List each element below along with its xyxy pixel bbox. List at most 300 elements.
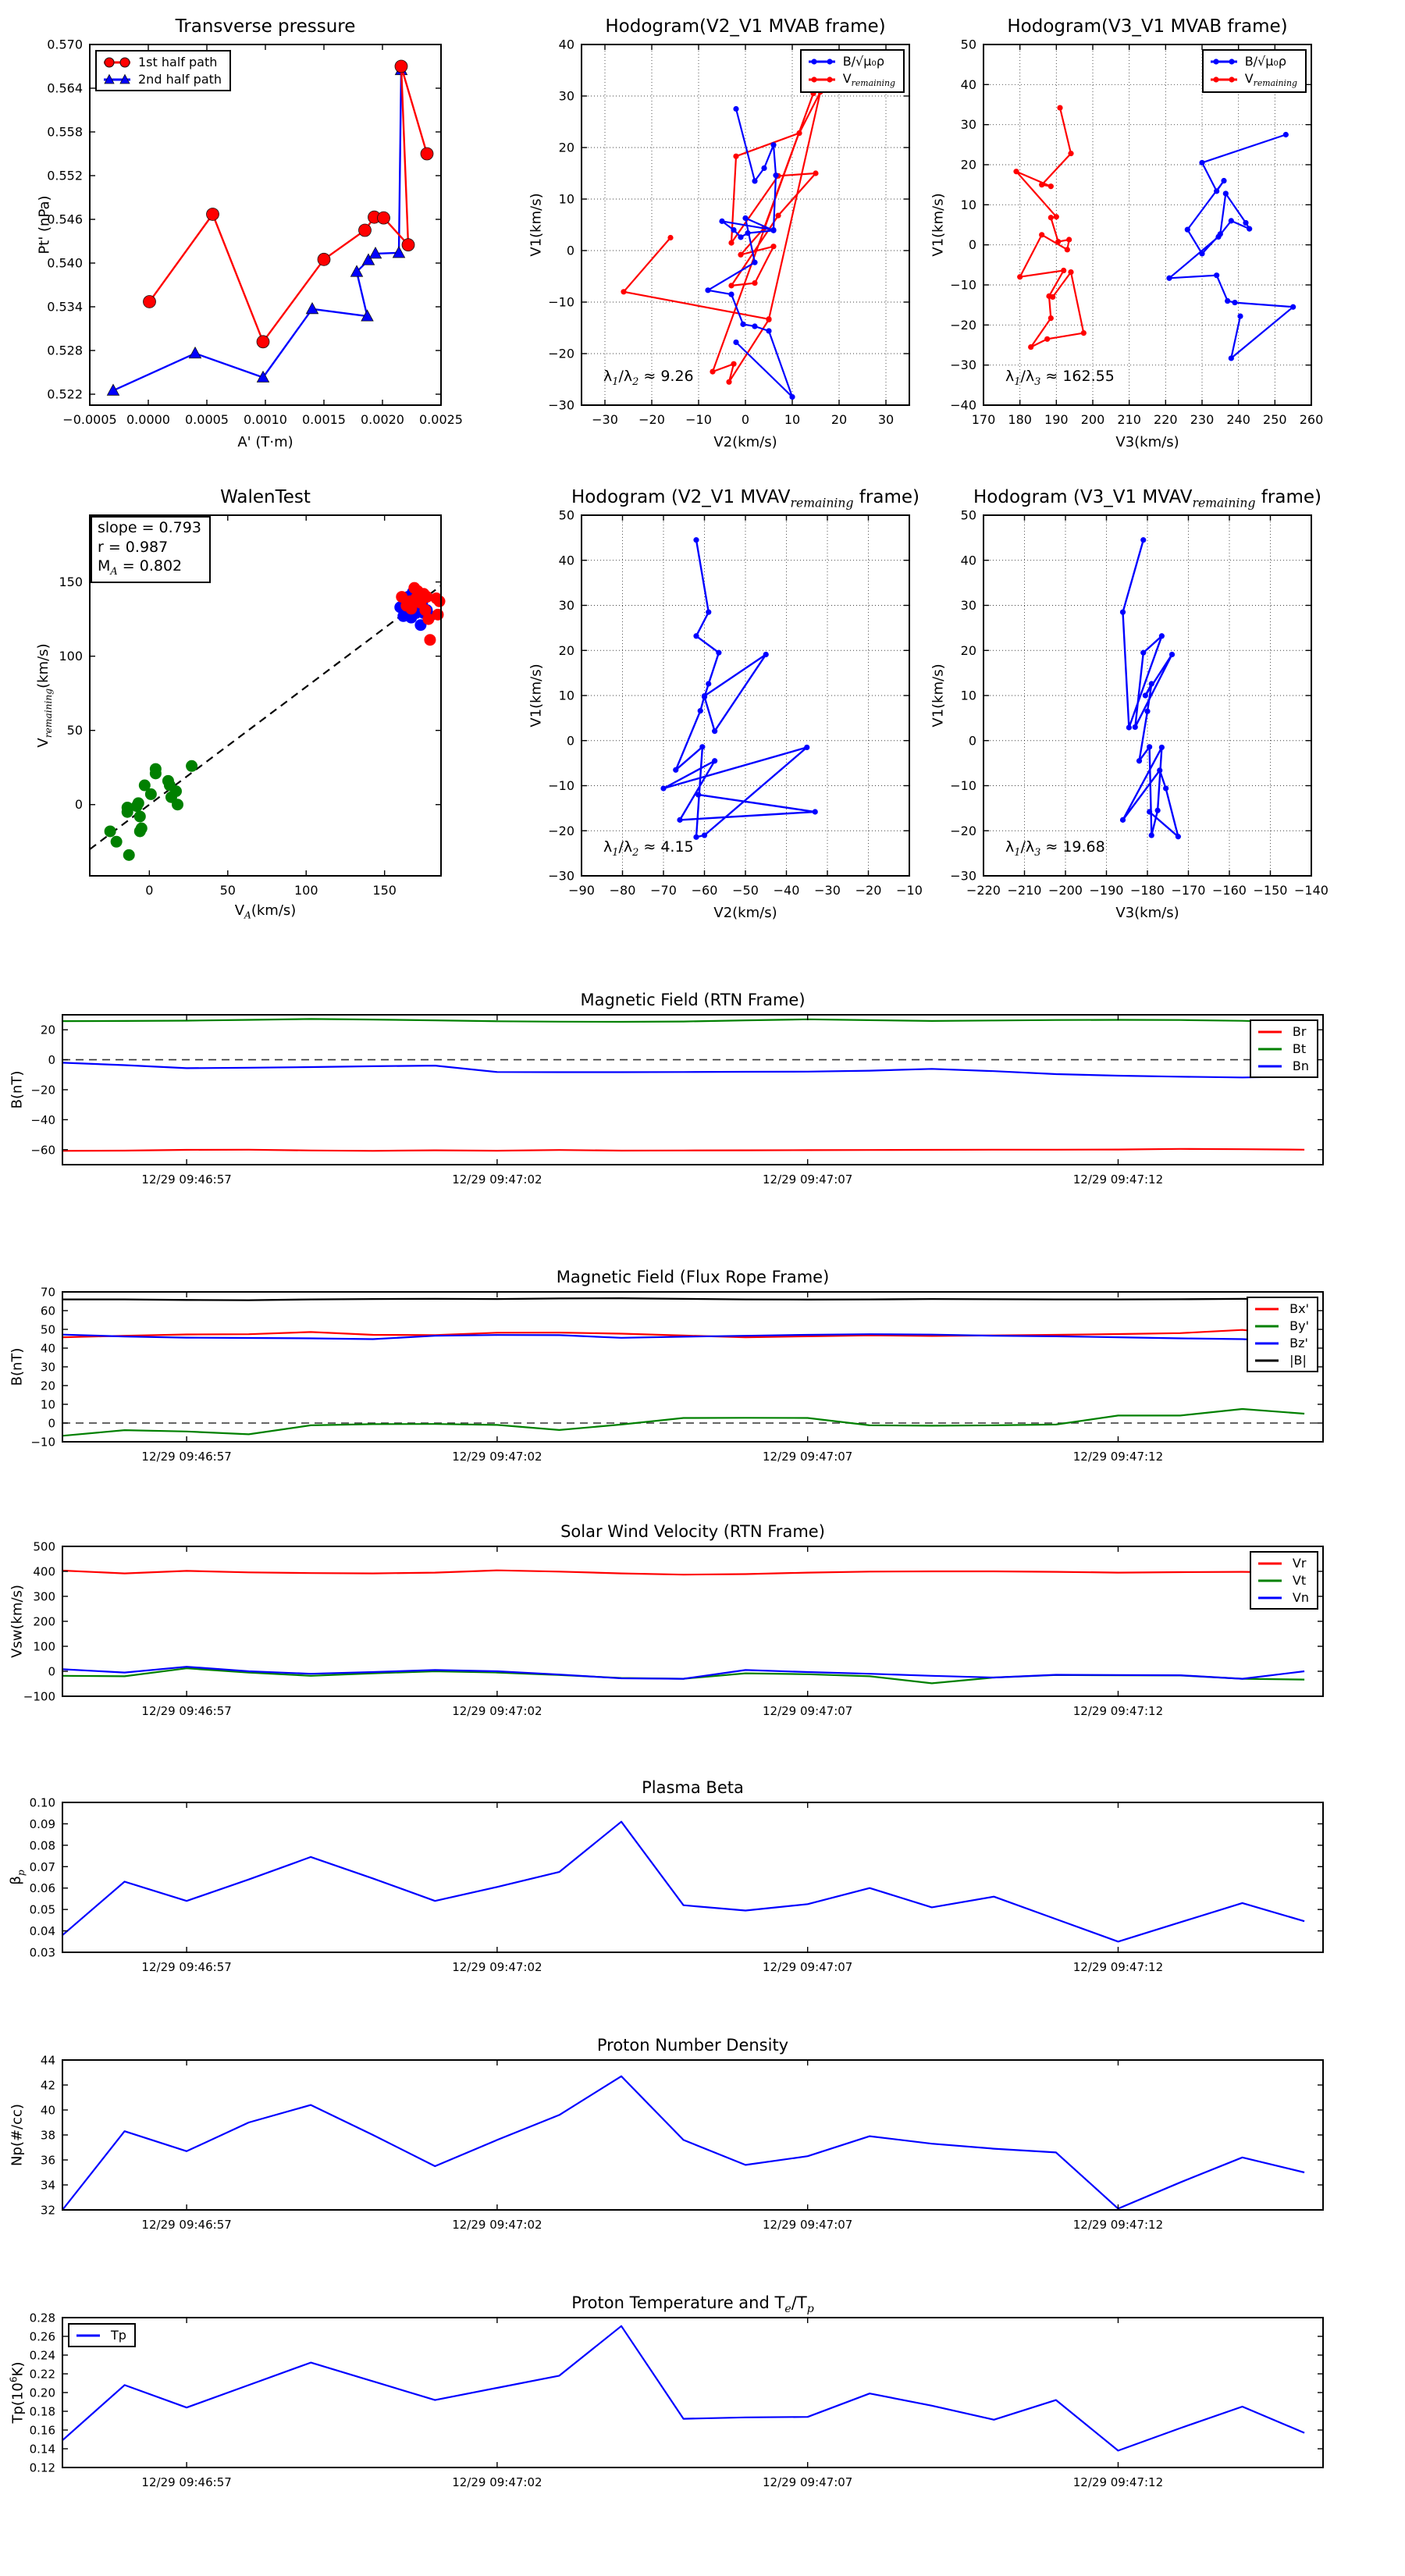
x-tick-label: 0.0005 — [185, 412, 229, 427]
y-tick-label: −20 — [30, 1083, 55, 1098]
x-tick-label: −10 — [896, 883, 923, 898]
legend-label: Bt — [1292, 1041, 1307, 1056]
data-point — [1290, 304, 1296, 310]
panel-hodogram-v2v1-mvav — [528, 487, 923, 921]
y-tick-label: −20 — [548, 346, 574, 361]
y-tick-label: 0.05 — [29, 1902, 55, 1917]
x-tick-label: 200 — [1080, 412, 1105, 427]
y-tick-label: −10 — [548, 778, 574, 793]
data-point — [728, 292, 734, 297]
data-point — [257, 336, 269, 348]
data-point — [378, 212, 390, 224]
data-point — [1054, 214, 1059, 219]
x-tick-label: −10 — [685, 412, 712, 427]
x-tick-label: 12/29 09:47:02 — [452, 1704, 542, 1718]
y-tick-label: 0 — [48, 1664, 55, 1679]
y-tick-label: 0.09 — [29, 1816, 55, 1831]
y-axis-label: V1(km/s) — [930, 664, 947, 728]
x-tick-label: 12/29 09:47:07 — [762, 1704, 853, 1718]
x-tick-label: −90 — [568, 883, 595, 898]
data-point — [789, 394, 795, 400]
x-tick-label: 50 — [219, 883, 236, 898]
data-point — [111, 836, 123, 848]
x-tick-label: 0 — [145, 883, 154, 898]
data-point — [698, 708, 703, 713]
x-tick-label: −30 — [592, 412, 618, 427]
x-tick-label: 0 — [741, 412, 750, 427]
y-tick-label: 0.546 — [47, 212, 83, 227]
x-tick-label: 12/29 09:47:07 — [762, 1172, 853, 1187]
data-point — [761, 165, 767, 171]
y-tick-label: 0.540 — [47, 255, 83, 271]
y-tick-label: 0.522 — [47, 386, 83, 402]
data-point — [705, 287, 710, 293]
series-Bn — [62, 1062, 1304, 1077]
data-point — [677, 817, 682, 823]
panel-title: WalenTest — [220, 487, 311, 507]
axes-frame — [62, 1292, 1323, 1442]
legend-item — [1257, 1041, 1309, 1056]
legend-marker-icon — [1254, 1320, 1283, 1332]
legend-marker-icon — [1209, 55, 1239, 68]
y-axis-label: B(nT) — [9, 1070, 26, 1109]
y-tick-label: 0 — [968, 733, 976, 749]
x-tick-label: −20 — [855, 883, 882, 898]
data-point — [742, 215, 748, 221]
panel-hodogram-v3v1-mvav — [930, 487, 1329, 921]
data-point — [1068, 151, 1073, 156]
x-tick-label: −20 — [638, 412, 665, 427]
data-point — [1283, 132, 1289, 137]
data-point — [421, 148, 433, 160]
y-tick-label: 30 — [558, 88, 574, 104]
y-tick-label: −30 — [548, 397, 574, 413]
data-point — [107, 384, 119, 395]
legend-item — [75, 2328, 126, 2343]
panel-title: Hodogram (V2_V1 $MVAV_{remaining}$ frame) — [571, 487, 919, 511]
x-tick-label: −210 — [1007, 883, 1042, 898]
legend — [1202, 49, 1307, 93]
y-tick-label: 44 — [40, 2053, 55, 2068]
y-tick-label: −10 — [950, 778, 976, 793]
panel-hodogram-v3v1-mvab — [930, 16, 1324, 450]
data-point — [1199, 251, 1204, 256]
legend — [1247, 1297, 1318, 1372]
legend — [68, 2323, 136, 2347]
y-axis-label: Vsw(km/s) — [9, 1585, 26, 1658]
legend-marker-icon — [1254, 1337, 1283, 1350]
legend-item — [1254, 1336, 1309, 1350]
legend — [95, 50, 231, 91]
y-tick-label: 40 — [960, 553, 976, 568]
data-point — [1229, 218, 1234, 223]
panel-title: Magnetic Field (RTN Frame) — [580, 991, 806, 1009]
data-point — [432, 609, 443, 621]
data-point — [712, 728, 717, 734]
legend-marker-icon — [1257, 1060, 1286, 1073]
data-point — [1176, 834, 1181, 839]
data-point — [695, 792, 701, 797]
panel-plasma-beta — [8, 1778, 1323, 1974]
data-point — [728, 283, 734, 288]
data-point — [673, 767, 678, 773]
legend-label: |B| — [1289, 1353, 1307, 1368]
panel-proton-number-density — [9, 2036, 1323, 2232]
panel-walen-test — [35, 487, 441, 921]
y-tick-label: 0.24 — [29, 2348, 55, 2363]
data-point — [1055, 239, 1061, 244]
axes-frame — [62, 2060, 1323, 2210]
y-tick-label: 10 — [960, 197, 976, 212]
series-beta_p — [62, 1822, 1304, 1942]
legend-label: Br — [1292, 1024, 1307, 1039]
data-point — [1223, 190, 1229, 196]
data-point — [1157, 767, 1162, 773]
x-tick-label: 250 — [1263, 412, 1287, 427]
axes-frame — [984, 44, 1311, 405]
legend-marker-icon — [1254, 1303, 1283, 1315]
data-point — [712, 758, 717, 763]
x-tick-label: 12/29 09:47:12 — [1072, 2218, 1164, 2232]
x-tick-label: 150 — [372, 883, 397, 898]
data-point — [1199, 160, 1204, 165]
x-tick-label: 12/29 09:46:57 — [141, 2218, 232, 2232]
data-point — [1144, 709, 1150, 714]
y-tick-label: 300 — [33, 1589, 55, 1604]
y-tick-label: −40 — [30, 1112, 55, 1127]
data-point — [402, 239, 414, 251]
data-point — [1133, 724, 1138, 730]
series-B/sqrt(mu0rho) — [663, 540, 815, 838]
data-point — [1048, 183, 1054, 189]
annotation: $\lambda_1/\lambda_3 \approx 162.55$ — [1005, 368, 1115, 388]
legend-item — [1209, 71, 1297, 88]
legend-item — [1254, 1318, 1309, 1333]
data-point — [706, 610, 711, 615]
x-tick-label: −190 — [1089, 883, 1124, 898]
legend — [800, 49, 905, 93]
y-tick-label: 400 — [33, 1564, 55, 1579]
data-point — [1120, 610, 1126, 615]
data-point — [136, 823, 148, 834]
data-point — [733, 154, 738, 159]
data-point — [745, 230, 750, 236]
x-axis-label: V3(km/s) — [1115, 905, 1179, 921]
y-tick-label: 0.570 — [47, 37, 83, 52]
data-point — [738, 234, 743, 240]
x-tick-label: −50 — [732, 883, 759, 898]
x-tick-label: 180 — [1008, 412, 1032, 427]
y-tick-label: 0.18 — [29, 2404, 55, 2419]
data-point — [752, 260, 757, 265]
data-point — [804, 745, 809, 750]
series-V_remaining — [1016, 108, 1083, 347]
legend-marker-icon — [807, 55, 837, 68]
data-point — [1147, 809, 1152, 814]
x-tick-label: −60 — [691, 883, 718, 898]
y-axis-label: V1(km/s) — [528, 664, 545, 728]
series-Np — [62, 2076, 1304, 2210]
legend-label: Vt — [1292, 1573, 1307, 1588]
data-point — [740, 322, 745, 327]
series-B/sqrt(mu0rho) — [1123, 540, 1179, 837]
data-point — [1066, 237, 1072, 242]
data-point — [359, 224, 372, 237]
data-point — [775, 213, 781, 219]
data-point — [1163, 785, 1168, 791]
x-tick-label: −220 — [966, 883, 1001, 898]
data-point — [318, 253, 330, 265]
y-tick-label: −30 — [950, 868, 976, 884]
x-axis-label: V2(km/s) — [713, 905, 777, 921]
y-tick-label: 0 — [968, 237, 976, 253]
legend-label: Bx' — [1289, 1301, 1309, 1316]
data-point — [123, 849, 135, 861]
legend-item — [1209, 54, 1297, 69]
y-axis-label: V1(km/s) — [528, 193, 545, 257]
data-point — [770, 142, 776, 148]
x-tick-label: 240 — [1226, 412, 1250, 427]
y-tick-label: −10 — [30, 1435, 55, 1450]
data-point — [189, 347, 201, 358]
legend — [1250, 1019, 1318, 1078]
data-point — [728, 240, 734, 246]
y-tick-label: 0.08 — [29, 1838, 55, 1853]
legend-label: Vr — [1292, 1556, 1307, 1571]
y-tick-label: 30 — [40, 1360, 55, 1375]
y-tick-label: 0.26 — [29, 2329, 55, 2344]
legend-marker-icon — [1257, 1592, 1286, 1604]
y-tick-label: 100 — [33, 1639, 55, 1654]
data-point — [763, 652, 769, 657]
data-point — [306, 303, 318, 314]
y-tick-label: 150 — [59, 575, 83, 590]
data-point — [770, 228, 776, 233]
y-tick-label: 0.06 — [29, 1881, 55, 1896]
legend-label: 1st half path — [138, 55, 218, 69]
data-point — [766, 328, 771, 333]
y-tick-label: 32 — [40, 2203, 55, 2218]
legend-label: 2nd half path — [138, 72, 222, 87]
data-point — [726, 379, 731, 385]
panel-title: Transverse pressure — [175, 16, 356, 37]
y-tick-label: 50 — [960, 507, 976, 523]
legend-marker-icon — [102, 73, 132, 86]
legend-label: Tp — [111, 2328, 126, 2343]
y-tick-label: 40 — [40, 2103, 55, 2118]
y-tick-label: 0.04 — [29, 1924, 55, 1939]
y-tick-label: 20 — [40, 1379, 55, 1393]
panel-magnetic-field-rtn — [9, 991, 1323, 1187]
y-axis-label: V1(km/s) — [930, 193, 947, 257]
annotation: $\lambda_1/\lambda_2 \approx 4.15$ — [603, 838, 694, 859]
plot-canvas — [6, 2032, 1346, 2258]
x-tick-label: 12/29 09:47:07 — [762, 2475, 853, 2489]
panel-title: Solar Wind Velocity (RTN Frame) — [560, 1522, 825, 1541]
data-point — [731, 361, 736, 367]
y-tick-label: 30 — [558, 598, 574, 613]
data-point — [813, 170, 818, 176]
y-tick-label: 10 — [558, 688, 574, 703]
legend-label: $V_{remaining}$ — [842, 71, 895, 89]
data-point — [1048, 215, 1054, 220]
data-point — [1017, 274, 1023, 279]
data-point — [1237, 313, 1243, 318]
x-tick-label: 100 — [293, 883, 318, 898]
data-point — [693, 537, 699, 543]
data-point — [813, 809, 818, 814]
panel-proton-temperature — [8, 2293, 1323, 2489]
y-tick-label: 30 — [960, 598, 976, 613]
data-point — [1214, 188, 1219, 194]
series-Br — [62, 1149, 1304, 1151]
y-tick-label: 500 — [33, 1539, 55, 1554]
x-tick-label: 0.0010 — [244, 412, 287, 427]
y-tick-label: 10 — [558, 191, 574, 207]
y-tick-label: 20 — [558, 642, 574, 658]
y-axis-label: Np(#/cc) — [9, 2104, 26, 2166]
x-tick-label: 10 — [784, 412, 801, 427]
y-tick-label: 40 — [960, 76, 976, 92]
y-tick-label: 60 — [40, 1304, 55, 1318]
y-tick-label: 20 — [40, 1023, 55, 1037]
panel-title: Plasma Beta — [642, 1778, 744, 1797]
plot-canvas — [927, 487, 1335, 924]
x-tick-label: 30 — [877, 412, 895, 427]
legend-item — [1254, 1301, 1309, 1316]
y-tick-label: 0 — [74, 797, 83, 813]
y-axis-label: $\beta_p$ — [8, 1870, 27, 1885]
y-tick-label: −30 — [548, 868, 574, 884]
data-point — [1149, 681, 1154, 686]
data-point — [1215, 234, 1221, 240]
panel-hodogram-v2v1-mvab — [528, 16, 909, 450]
data-point — [1028, 344, 1033, 350]
data-point — [693, 633, 699, 639]
data-point — [1048, 315, 1054, 321]
y-tick-label: 0.16 — [29, 2423, 55, 2438]
data-point — [702, 832, 707, 838]
panel-transverse-pressure — [36, 16, 463, 450]
x-tick-label: 0.0015 — [302, 412, 346, 427]
data-point — [411, 585, 423, 596]
data-point — [733, 106, 738, 112]
plot-canvas — [6, 1264, 1346, 1490]
annotation: $\lambda_1/\lambda_3 \approx 19.68$ — [1005, 838, 1105, 859]
legend-item — [1257, 1573, 1309, 1588]
data-point — [1057, 105, 1062, 111]
legend — [1250, 1551, 1318, 1610]
y-tick-label: −10 — [548, 294, 574, 310]
series-fit — [90, 585, 441, 849]
y-tick-label: 0.03 — [29, 1945, 55, 1960]
legend-item — [1257, 1556, 1309, 1571]
data-point — [1169, 652, 1175, 657]
x-tick-label: −40 — [773, 883, 800, 898]
data-point — [702, 693, 707, 699]
series-Vr — [62, 1571, 1304, 1575]
data-point — [773, 173, 778, 178]
legend-marker-icon — [1257, 1043, 1286, 1055]
y-axis-label: Pt' (nPa) — [36, 195, 53, 254]
x-tick-label: −140 — [1294, 883, 1329, 898]
data-point — [1159, 745, 1165, 750]
y-tick-label: −20 — [950, 317, 976, 333]
data-point — [699, 744, 705, 749]
data-point — [1140, 650, 1146, 656]
legend-item — [102, 55, 222, 69]
plot-canvas — [6, 1518, 1346, 1745]
x-tick-label: 12/29 09:47:02 — [452, 2475, 542, 2489]
x-axis-label: $V_A(km/s)$ — [234, 902, 297, 921]
legend-item — [102, 72, 222, 87]
data-point — [1068, 269, 1073, 275]
legend-item — [1257, 1590, 1309, 1605]
x-tick-label: 20 — [831, 412, 848, 427]
y-tick-label: 0.22 — [29, 2367, 55, 2382]
x-tick-label: −0.0005 — [62, 412, 117, 427]
y-tick-label: 10 — [40, 1397, 55, 1412]
data-point — [1044, 336, 1050, 342]
y-tick-label: −10 — [950, 277, 976, 293]
series-|B| — [62, 1298, 1304, 1300]
data-point — [1185, 227, 1190, 233]
legend-item — [807, 54, 895, 69]
y-tick-label: 40 — [558, 37, 574, 52]
x-tick-label: 260 — [1299, 412, 1324, 427]
panel-title: Proton Temperature and $T_e/T_p$ — [571, 2293, 814, 2316]
legend-marker-icon — [1257, 1557, 1286, 1570]
series-1st half path — [150, 66, 428, 342]
data-point — [424, 634, 436, 646]
x-tick-label: 12/29 09:47:07 — [762, 2218, 853, 2232]
y-tick-label: 38 — [40, 2128, 55, 2143]
x-tick-label: 12/29 09:47:07 — [762, 1960, 853, 1974]
data-point — [1126, 724, 1132, 730]
data-point — [1013, 169, 1019, 174]
x-tick-label: −170 — [1171, 883, 1206, 898]
x-tick-label: 0.0020 — [361, 412, 404, 427]
data-point — [706, 681, 711, 686]
y-tick-label: −20 — [950, 823, 976, 838]
x-tick-label: 210 — [1117, 412, 1141, 427]
y-tick-label: −60 — [30, 1143, 55, 1158]
data-point — [731, 227, 736, 233]
legend-marker-icon — [1254, 1354, 1283, 1367]
legend-label: By' — [1289, 1318, 1309, 1333]
x-tick-label: −150 — [1253, 883, 1288, 898]
legend-marker-icon — [75, 2329, 105, 2342]
y-tick-label: 40 — [40, 1341, 55, 1356]
annotation: $\lambda_1/\lambda_2 \approx 9.26$ — [603, 368, 694, 388]
panel-title: Proton Number Density — [596, 2036, 789, 2055]
x-tick-label: 0.0025 — [419, 412, 463, 427]
data-point — [770, 244, 776, 249]
panel-title: Magnetic Field (Flux Rope Frame) — [556, 1268, 830, 1286]
data-point — [433, 596, 445, 607]
legend-label: Vn — [1292, 1590, 1309, 1605]
fit-stat-line: $M_A = 0.802$ — [98, 557, 183, 578]
data-point — [170, 785, 182, 797]
x-tick-label: 170 — [971, 412, 996, 427]
y-tick-label: 50 — [558, 507, 574, 523]
x-tick-label: 12/29 09:47:02 — [452, 2218, 542, 2232]
x-tick-label: 12/29 09:47:02 — [452, 1172, 542, 1187]
data-point — [1039, 182, 1044, 187]
y-tick-label: 50 — [40, 1322, 55, 1337]
data-point — [1247, 226, 1252, 232]
y-tick-label: 0.14 — [29, 2442, 55, 2457]
